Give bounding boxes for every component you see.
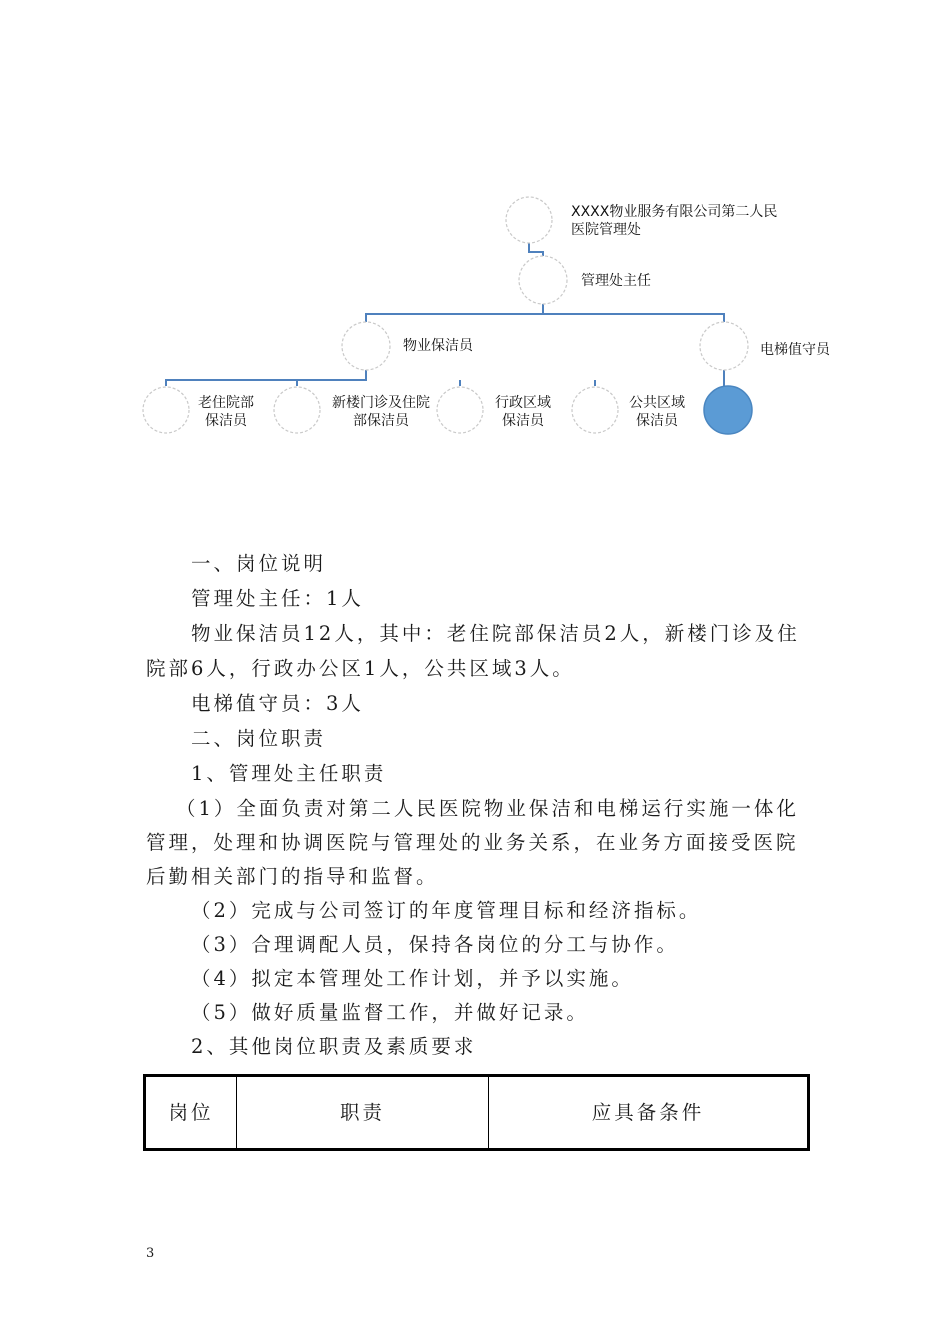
cleaner-count: 物业保洁员12人，其中：老住院部保洁员2人，新楼门诊及住院部6人，行政办公区1人，公共区域3人。 — [146, 622, 800, 680]
cleaner-old-inpatient-circle — [143, 387, 189, 433]
table-header-requirements: 应具备条件 — [489, 1076, 809, 1150]
cleaner-public-circle — [572, 387, 618, 433]
cleaner-admin-label — [483, 394, 563, 430]
cleaner-public-line1: 公共区域 — [629, 395, 685, 411]
duty-item-3: （3）合理调配人员，保持各岗位的分工与协作。 — [191, 933, 679, 956]
cleaner-old-inpatient-line2: 保洁员 — [205, 413, 247, 429]
cleaner-new-building-line1: 新楼门诊及住院 — [332, 395, 430, 411]
connector-cleaner-branch — [166, 370, 595, 386]
duty-item-1: （1）全面负责对第二人民医院物业保洁和电梯运行实施一体化管理，处理和协调医院与管理处的业务关系，在业务方面接受医院后勤相关部门的指导和监督。 — [146, 797, 799, 888]
duty-item-4: （4）拟定本管理处工作计划，并予以实施。 — [191, 967, 634, 990]
cleaner-admin-circle — [437, 387, 483, 433]
director-count: 管理处主任：1人 — [191, 587, 364, 610]
root-node-circle — [506, 197, 552, 243]
director-duties-block — [146, 792, 810, 1064]
cleaner-group-node-circle — [342, 322, 390, 370]
duties-table — [143, 1074, 810, 1151]
duty-item-5: （5）做好质量监督工作，并做好记录。 — [191, 1001, 589, 1024]
cleaner-new-building-circle — [274, 387, 320, 433]
section1-block — [146, 546, 810, 791]
cleaner-public-line2: 保洁员 — [636, 413, 678, 429]
table-header-duty: 职责 — [237, 1076, 489, 1150]
cleaner-admin-line2: 保洁员 — [502, 413, 544, 429]
cleaner-new-building-line2: 部保洁员 — [353, 413, 409, 429]
page-number: 3 — [146, 1246, 155, 1261]
root-node-label: XXXX物业服务有限公司第二人民医院管理处 — [571, 204, 778, 238]
elevator-count: 电梯值守员：3人 — [191, 692, 364, 715]
elevator-node-circle — [700, 322, 748, 370]
section2-heading: 二、岗位职责 — [191, 727, 327, 750]
section1-heading: 一、岗位说明 — [191, 552, 327, 575]
cleaner-new-building-label — [321, 394, 441, 430]
cleaner-admin-line1: 行政区域 — [495, 395, 551, 411]
table-header-post: 岗位 — [145, 1076, 237, 1150]
cleaner-old-inpatient-line1: 老住院部 — [198, 395, 254, 411]
org-chart — [0, 0, 950, 450]
cleaner-public-label — [617, 394, 697, 430]
director-node-circle — [519, 256, 567, 304]
cleaner-group-node-label: 物业保洁员 — [403, 338, 473, 354]
duty-item-2: （2）完成与公司签订的年度管理目标和经济指标。 — [191, 899, 702, 922]
elevator-node-label: 电梯值守员 — [760, 342, 830, 358]
director-node-label: 管理处主任 — [581, 273, 651, 289]
table-header-row — [145, 1076, 809, 1150]
duty-subheading-1: 1、管理处主任职责 — [191, 762, 387, 785]
cleaner-old-inpatient-label — [186, 394, 266, 430]
duty-subheading-2: 2、其他岗位职责及素质要求 — [191, 1035, 477, 1058]
elevator-child-filled-circle — [704, 386, 752, 434]
connector-director-branch — [366, 302, 724, 322]
